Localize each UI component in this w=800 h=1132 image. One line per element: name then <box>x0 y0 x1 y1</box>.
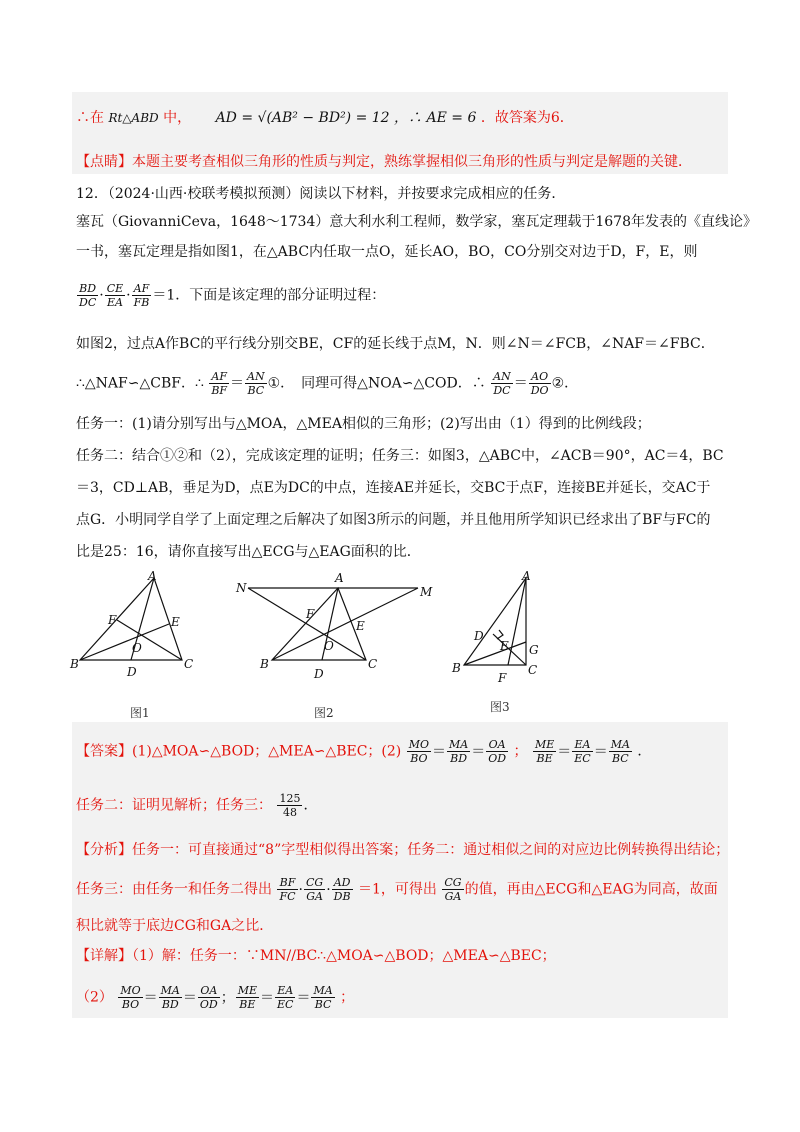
problem-line-2: 塞瓦（GiovanniCeva，1648～1734）意大利水利工程师，数学家，塞瓦定理载于1678年发表的《直线论》 <box>76 214 757 230</box>
analysis-line-1: 【分析】任务一：可直接通过“8”字型相似得出答案；任务二：通过相似之间的对应边比例转换得出结论； <box>76 842 730 858</box>
equals-one: ＝1 <box>152 287 176 304</box>
frac-oa-od-2: $\frac{OA}{OD}$ <box>199 984 218 1011</box>
frac-an-bc: $\frac{AN}{BC}$ <box>247 370 265 397</box>
frac-af-fb: $\frac{AF}{FB}$ <box>133 282 150 309</box>
fig3-label-g: G <box>529 643 539 657</box>
task23-line: 任务二：证明见解析；任务三： $\frac{125}{48}$ ． <box>76 792 318 819</box>
dianjing-tag: 【点睛】 <box>76 154 132 170</box>
frac-ce-ea: $\frac{CE}{EA}$ <box>106 282 124 309</box>
fig2-label-n: N <box>236 581 247 595</box>
answer-tag: 【答案】 <box>76 743 132 760</box>
frac-me-be-2: $\frac{ME}{BE}$ <box>237 984 258 1011</box>
figure-1-caption: 图1 <box>130 706 150 720</box>
figure-3-caption: 图3 <box>490 700 510 714</box>
fig2-label-e: E <box>356 619 365 633</box>
analysis-tag: 【分析】 <box>76 842 132 858</box>
frac-ma-bc-2: $\frac{MA}{BC}$ <box>313 984 333 1011</box>
fig1-label-c: C <box>184 657 194 671</box>
fig1-label-o: O <box>132 641 142 655</box>
frac-ao-do: $\frac{AO}{DO}$ <box>530 370 549 397</box>
fig2-label-o: O <box>324 639 334 653</box>
frac-ma-bc: $\frac{MA}{BC}$ <box>610 738 630 765</box>
task3-fraction: $\frac{125}{48}$ <box>279 792 301 819</box>
problem-line-7: 任务一：(1)请分别写出与△MOA，△MEA相似的三角形；(2)写出由（1）得到的比例线段； <box>76 416 651 432</box>
frac-me-be: $\frac{ME}{BE}$ <box>534 738 555 765</box>
problem-line-11: 比是25：16，请你直接写出△ECG与△EAG面积的比． <box>76 544 421 560</box>
frac-mo-bo: $\frac{MO}{BO}$ <box>408 738 429 765</box>
frac-an-dc: $\frac{AN}{DC}$ <box>493 370 511 397</box>
fig1-label-d: D <box>127 665 137 679</box>
dianjing-line <box>76 152 692 172</box>
frac-cg-ga: $\frac{CG}{GA}$ <box>305 876 324 903</box>
ae-equation: ，∴ AE = 6 <box>394 110 477 126</box>
figure-2 <box>228 568 438 688</box>
analysis-line-3: 积比就等于底边CG和GA之比． <box>76 918 274 934</box>
fig2-label-m: M <box>420 585 433 599</box>
fig2-label-c: C <box>368 657 378 671</box>
frac-ea-ec-2: $\frac{EA}{EC}$ <box>277 984 294 1011</box>
frac-oa-od: $\frac{OA}{OD}$ <box>488 738 507 765</box>
ceva-suffix: ．下面是该定理的部分证明过程： <box>175 287 386 304</box>
fig1-label-f: F <box>108 613 117 627</box>
frac-ad-db: $\frac{AD}{DB}$ <box>333 876 351 903</box>
frac-ma-bd-2: $\frac{MA}{BD}$ <box>160 984 180 1011</box>
frac-bf-fc: $\frac{BF}{FC}$ <box>279 876 296 903</box>
fig1-label-e: E <box>171 615 180 629</box>
ad-equation: AD = √(AB² − BD²) = 12 <box>215 110 390 126</box>
figure-1 <box>68 568 208 688</box>
top-mid: 中， <box>163 110 192 126</box>
answer-shade <box>72 722 728 1018</box>
fig3-label-a: A <box>522 569 531 583</box>
fig2-label-f: F <box>306 607 315 621</box>
top-prefix: ∴在 <box>76 110 104 126</box>
problem-line-8: 任务二：结合①②和（2），完成该定理的证明；任务三：如图3，△ABC中，∠ACB＝90°，AC＝4，BC <box>76 448 724 464</box>
frac-af-bf: $\frac{AF}{BF}$ <box>211 370 228 397</box>
fig3-label-e: E <box>500 639 509 653</box>
problem-line-3: 一书，塞瓦定理是指如图1，在△ABC内任取一点O，延长AO，BO，CO分别交对边于D，F，E，则 <box>76 244 698 260</box>
fig3-label-b: B <box>452 661 461 675</box>
fig3-label-d: D <box>474 629 484 643</box>
fig2-label-a: A <box>335 571 344 585</box>
problem-line-10: 点G．小明同学自学了上面定理之后解决了如图3所示的问题，并且他用所学知识已经求出了BF与FC的 <box>76 512 711 528</box>
problem-line-9: ＝3，CD⊥AB，垂足为D，点E为DC的中点，连接AE并延长，交BC于点F，连接BE并延长，交AC于 <box>76 480 711 496</box>
detail-tag: 【详解】 <box>76 948 132 964</box>
detail-line-1: 【详解】（1）解：任务一：∵MN//BC∴△MOA∽△BOD；△MEA∽△BEC； <box>76 948 556 964</box>
top-line <box>76 108 574 128</box>
fig1-label-b: B <box>70 657 79 671</box>
frac-ma-bd: $\frac{MA}{BD}$ <box>448 738 469 765</box>
frac-cg-ga-2: $\frac{CG}{GA}$ <box>444 876 462 903</box>
frac-mo-bo-2: $\frac{MO}{BO}$ <box>120 984 141 1011</box>
top-suffix: ．故答案为6． <box>480 110 574 126</box>
fig2-label-d: D <box>314 667 324 681</box>
fig2-label-b: B <box>260 657 269 671</box>
analysis-line-2: 任务三：由任务一和任务二得出 $\frac{BF}{FC}$ · $\frac{CG}{GA}$ · $\frac{AD}{DB}$ ＝1，可得出 $\frac{CG}{GA}$ 的值，再由△ECG和△EAG为同高，故面 <box>76 876 718 903</box>
answer-line: 【答案】(1)△MOA∽△BOD；△MEA∽△BEC；(2) $\frac{MO}{BO}$ ＝ $\frac{MA}{BD}$ ＝ $\frac{OA}{OD}$ ； $\frac{ME}{BE}$ ＝ $\frac{EA}{EC}$ ＝ $\frac{MA}{BC}$ ． <box>76 738 652 765</box>
dianjing-text: 本题主要考查相似三角形的性质与判定，熟练掌握相似三角形的性质与判定是解题的关键． <box>132 154 692 170</box>
figure-3 <box>446 568 556 688</box>
problem-line-5: 如图2，过点A作BC的平行线分别交BE，CF的延长线于点M，N．则∠N＝∠FCB，∠NAF＝∠FBC． <box>76 336 715 352</box>
fig3-label-f: F <box>498 671 507 685</box>
figure-2-caption: 图2 <box>314 706 334 720</box>
problem-line-6: ∴△NAF∽△CBF．∴ $\frac{AF}{BF}$ ＝ $\frac{AN}{BC}$ ①． 同理可得△NOA∽△COD．∴ $\frac{AN}{DC}$ ＝ $\frac{AO}{DO}$ ②． <box>76 370 579 397</box>
problem-head: 12．（2024·山西·校联考模拟预测）阅读以下材料，并按要求完成相应的任务． <box>76 186 566 202</box>
ceva-formula: $\frac{BD}{DC}$ · $\frac{CE}{EA}$ · $\frac{AF}{FB}$ ＝1．下面是该定理的部分证明过程： <box>79 282 386 309</box>
frac-ea-ec: $\frac{EA}{EC}$ <box>574 738 591 765</box>
fig1-label-a: A <box>148 569 157 583</box>
frac-bd-dc: $\frac{BD}{DC}$ <box>79 282 97 309</box>
detail-line-2: （2） $\frac{MO}{BO}$ ＝ $\frac{MA}{BD}$ ＝ $\frac{OA}{OD}$ ； $\frac{ME}{BE}$ ＝ $\frac{EA}{EC}$ ＝ $\frac{MA}{BC}$ ； <box>76 984 355 1011</box>
rt-triangle: Rt△ABD <box>108 111 159 125</box>
fig3-label-c: C <box>528 663 538 677</box>
